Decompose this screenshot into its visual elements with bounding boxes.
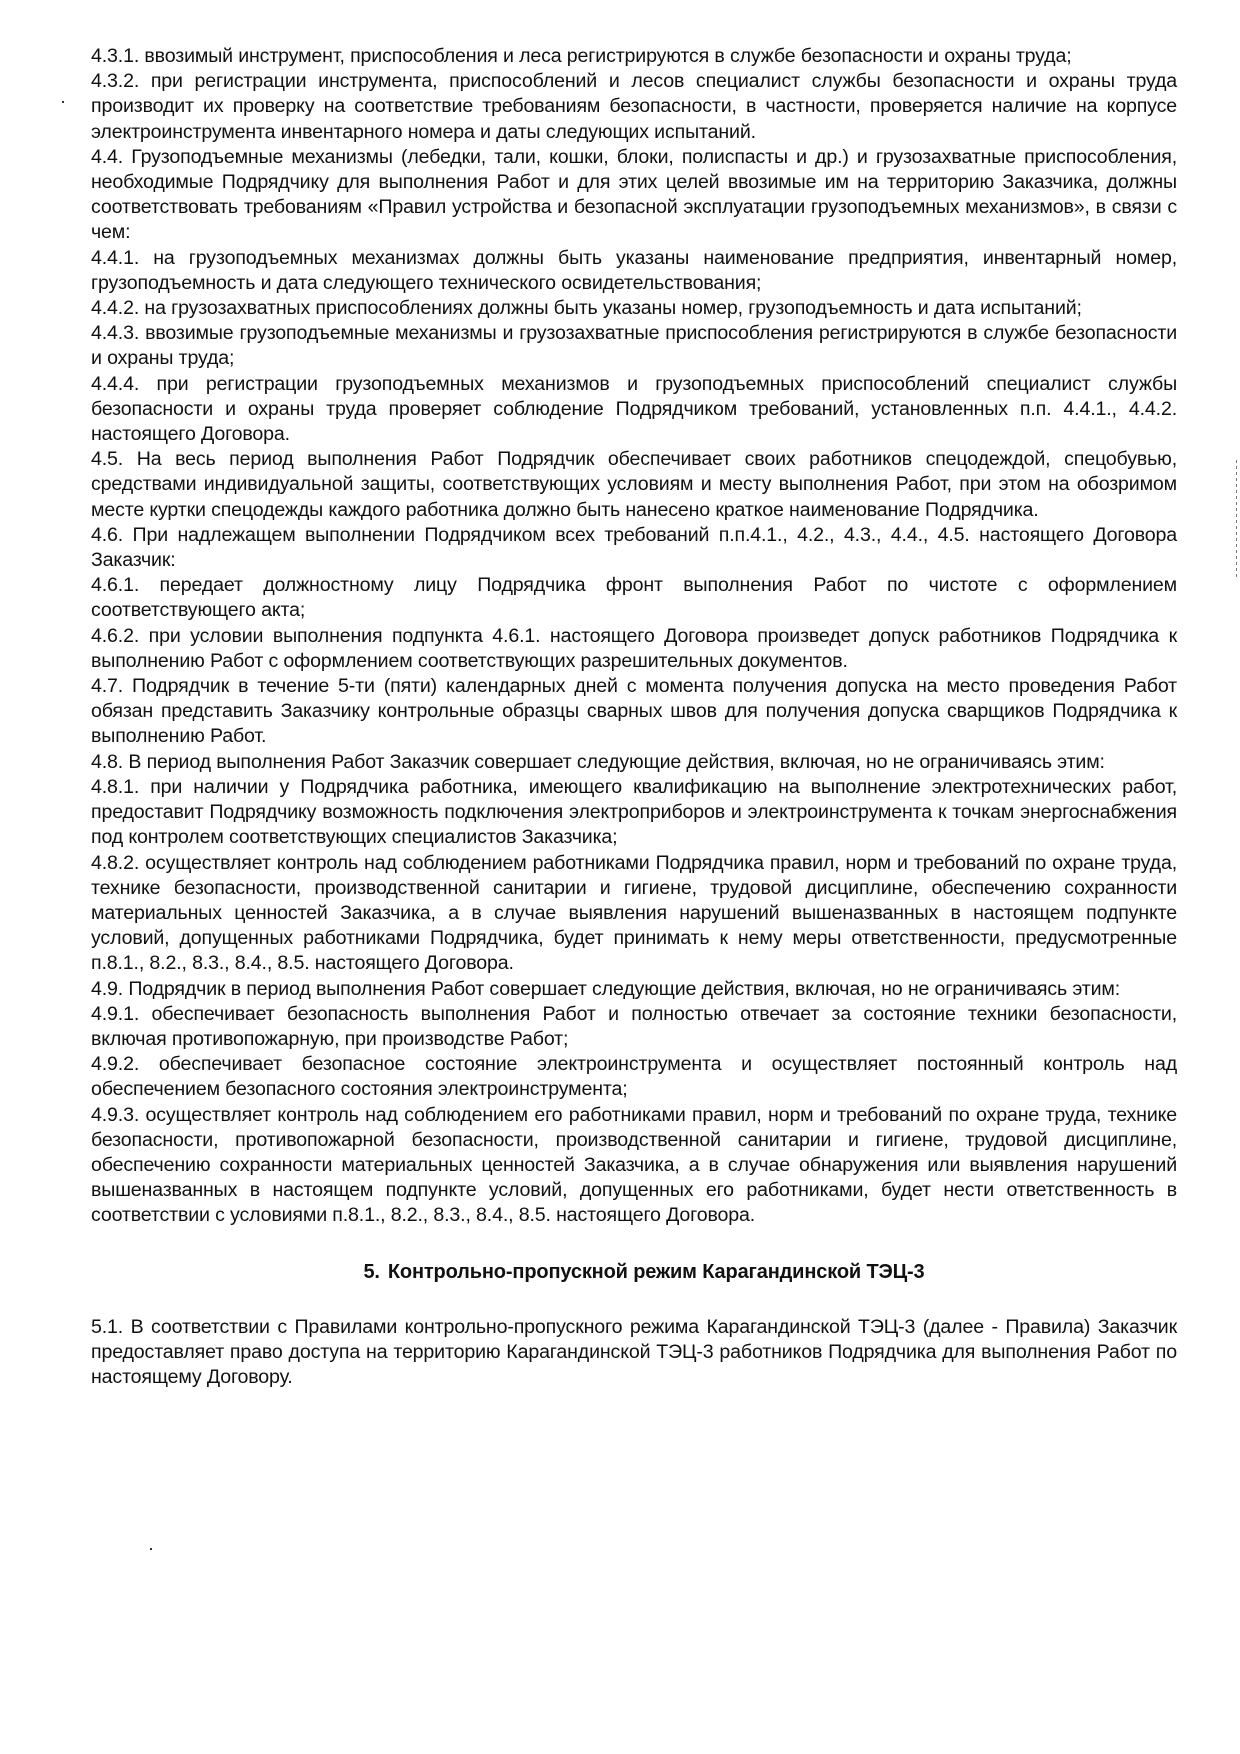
- section-number: 5.: [363, 1260, 380, 1283]
- clause-4-6-2: 4.6.2. при условии выполнения подпункта 4.6.1. настоящего Договора произведет допуск работников Подрядчика к выполнению Работ с оформлением соответствующих разрешительных документов.: [91, 624, 1177, 672]
- clause-4-4-4: 4.4.4. при регистрации грузоподъемных механизмов и грузоподъемных приспособлений специалист службы безопасности и охраны труда проверяет соблюдение Подрядчиком требований, установленных п.п. 4.4.1., 4.4.2. настоящего Договора.: [91, 372, 1177, 446]
- scan-mark: [62, 101, 64, 103]
- clause-4-8-1: 4.8.1. при наличии у Подрядчика работника, имеющего квалификацию на выполнение электротехнических работ, предоставит Подрядчику возможность подключения электроприборов и электроинструмента к точкам энергоснабжения под контролем соответствующих специалистов Заказчика;: [91, 775, 1177, 849]
- clause-4-5: 4.5. На весь период выполнения Работ Подрядчик обеспечивает своих работников спецодеждой, спецобувью, средствами индивидуальной защиты, соответствующих условиям и месту выполнения Работ, при этом на обозримом месте куртки спецодежды каждого работника должно быть нанесено краткое наименование Подрядчика.: [91, 448, 1177, 521]
- clause-4-7: 4.7. Подрядчик в течение 5-ти (пяти) календарных дней с момента получения допуска на место проведения Работ обязан представить Заказчику контрольные образцы сварных швов для получения допуска сварщиков Подрядчика к выполнению Работ.: [91, 675, 1177, 748]
- clause-4-6-1: 4.6.1. передает должностному лицу Подрядчика фронт выполнения Работ по чистоте с оформлением соответствующего акта;: [91, 574, 1177, 622]
- clause-4-6: 4.6. При надлежащем выполнении Подрядчиком всех требований п.п.4.1., 4.2., 4.3., 4.4., 4.5. настоящего Договора Заказчик:: [91, 523, 1177, 572]
- clause-4-4-2: 4.4.2. на грузозахватных приспособлениях должны быть указаны номер, грузоподъемность и дата испытаний;: [91, 297, 1082, 320]
- clause-4-9-3: 4.9.3. осуществляет контроль над соблюдением его работниками правил, норм и требований по охране труда, технике безопасности, противопожарной безопасности, производственной санитарии и гигиене, трудовой дисциплине, обеспечению сохранности материальных ценностей Заказчика, а в случае обнаружения или выявления нарушений вышеназванных в настоящем подпункте условий, допущенных его работниками, будет нести ответственность в соответствии с условиями п.8.1., 8.2., 8.3., 8.4., 8.5. настоящего Договора.: [91, 1103, 1177, 1227]
- document-page: [91, 44, 1177, 1390]
- clause-4-8: 4.8. В период выполнения Работ Заказчик совершает следующие действия, включая, но не ограничиваясь этим:: [91, 750, 1105, 773]
- clause-4-3-1: 4.3.1. ввозимый инструмент, приспособления и леса регистрируются в службе безопасности и охраны труда;: [91, 45, 1072, 67]
- clause-4-9-1: 4.9.1. обеспечивает безопасность выполнения Работ и полностью отвечает за состояние техники безопасности, включая противопожарную, при производстве Работ;: [91, 1002, 1177, 1050]
- scan-mark: [150, 1548, 152, 1550]
- clause-4-3-2: 4.3.2. при регистрации инструмента, приспособлений и лесов специалист службы безопасности и охраны труда производит их проверку на соответствие требованиям безопасности, в частности, проверяется наличие на корпусе электроинструмента инвентарного номера и даты следующих испытаний.: [91, 70, 1177, 143]
- section-5-heading: [91, 1260, 1177, 1285]
- clause-4-4-1: 4.4.1. на грузоподъемных механизмах должны быть указаны наименование предприятия, инвентарный номер, грузоподъемность и дата следующего технического освидетельствования;: [91, 246, 1177, 294]
- clause-5-1: 5.1. В соответствии с Правилами контрольно-пропускного режима Карагандинской ТЭЦ-3 (далее - Правила) Заказчик предоставляет право доступа на территорию Карагандинской ТЭЦ-3 работников Подрядчика для выполнения Работ по настоящему Договору.: [91, 1315, 1177, 1389]
- section-title: Контрольно-пропускной режим Карагандинской ТЭЦ-3: [387, 1260, 925, 1283]
- scan-edge-line: [1236, 460, 1237, 580]
- clause-4-4: 4.4. Грузоподъемные механизмы (лебедки, тали, кошки, блоки, полиспасты и др.) и грузозахватные приспособления, необходимые Подрядчику для выполнения Работ и для этих целей ввозимые им на территорию Заказчика, должны соответствовать требованиям «Правил устройства и безопасной эксплуатации грузоподъемных механизмов», в связи с чем:: [91, 145, 1177, 244]
- clause-4-4-3: 4.4.3. ввозимые грузоподъемные механизмы и грузозахватные приспособления регистрируются в службе безопасности и охраны труда;: [91, 322, 1177, 370]
- clause-4-9-2: 4.9.2. обеспечивает безопасное состояние электроинструмента и осуществляет постоянный контроль над обеспечением безопасного состояния электроинструмента;: [91, 1053, 1177, 1101]
- clause-4-9: 4.9. Подрядчик в период выполнения Работ совершает следующие действия, включая, но не ограничиваясь этим:: [91, 977, 1120, 1000]
- clause-4-8-2: 4.8.2. осуществляет контроль над соблюдением работниками Подрядчика правил, норм и требований по охране труда, технике безопасности, производственной санитарии и гигиене, трудовой дисциплине, обеспечению сохранности материальных ценностей Заказчика, а в случае выявления нарушений вышеназванных в настоящем подпункте условий, допущенных работниками Подрядчика, будет принимать к нему меры ответственности, предусмотренные п.8.1., 8.2., 8.3., 8.4., 8.5. настоящего Договора.: [91, 851, 1177, 975]
